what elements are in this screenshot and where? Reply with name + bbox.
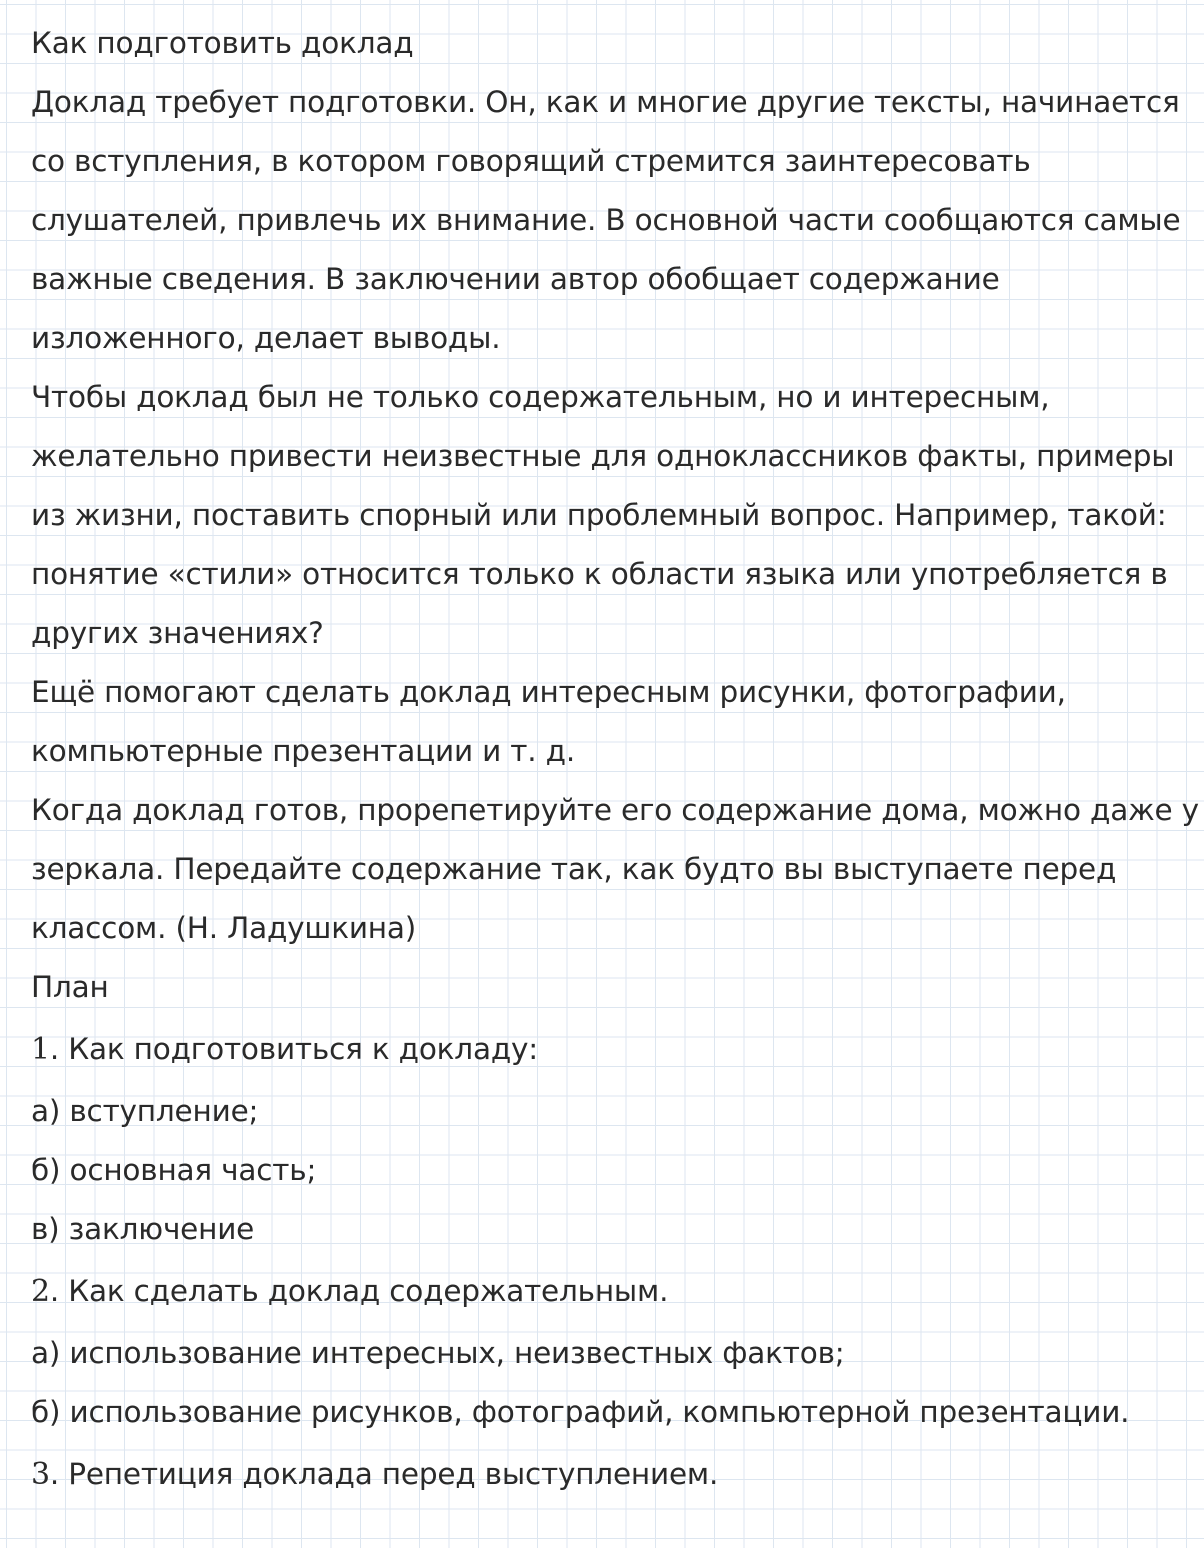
text-line: со вступления, в котором говорящий стремится заинтересовать (31, 144, 1031, 178)
paragraph-3 (31, 663, 1191, 781)
text-line: Ещё помогают сделать доклад интересным рисунки, фотографии, (31, 675, 1066, 709)
plan-item-number: 1 (31, 1032, 50, 1067)
plan-item-number: 3 (31, 1457, 50, 1492)
paragraph-2 (31, 368, 1191, 663)
paragraph-1 (31, 73, 1191, 368)
plan-subitem: б) использование рисунков, фотографий, компьютерной презентации. (31, 1395, 1130, 1429)
plan-section (31, 958, 1191, 1507)
text-line: слушателей, привлечь их внимание. В основной части сообщаются самые (31, 203, 1181, 237)
plan-item-2 (31, 1259, 1191, 1324)
text-line: Чтобы доклад был не только содержательным, но и интересным, (31, 380, 1050, 414)
document-page (31, 14, 1199, 1507)
plan-item-text: . Как сделать доклад содержательным. (49, 1274, 669, 1308)
text-line: других значениях? (31, 616, 324, 650)
plan-subitem: а) вступление; (31, 1094, 259, 1128)
plan-item-text: . Как подготовиться к докладу: (49, 1032, 539, 1066)
text-line: изложенного, делает выводы. (31, 321, 501, 355)
text-line: желательно привести неизвестные для одноклассников факты, примеры (31, 439, 1175, 473)
text-line: зеркала. Передайте содержание так, как будто вы выступаете перед (31, 852, 1117, 886)
plan-item-1 (31, 1017, 1191, 1082)
text-line: понятие «стили» относится только к области языка или употребляется в (31, 557, 1168, 591)
text-line: компьютерные презентации и т. д. (31, 734, 576, 768)
document-title: Как подготовить доклад (31, 26, 414, 60)
plan-subitem: б) основная часть; (31, 1153, 317, 1187)
plan-item-3 (31, 1442, 1191, 1507)
text-line: классом. (Н. Ладушкина) (31, 911, 417, 945)
plan-item-text: . Репетиция доклада перед выступлением. (49, 1457, 719, 1491)
text-line: из жизни, поставить спорный или проблемный вопрос. Например, такой: (31, 498, 1167, 532)
plan-item-number: 2 (31, 1274, 50, 1309)
plan-subitem: в) заключение (31, 1212, 255, 1246)
text-line: Когда доклад готов, прорепетируйте его содержание дома, можно даже у (31, 793, 1199, 827)
text-line: Доклад требует подготовки. Он, как и многие другие тексты, начинается (31, 85, 1180, 119)
plan-subitem: а) использование интересных, неизвестных фактов; (31, 1336, 845, 1370)
text-line: важные сведения. В заключении автор обобщает содержание (31, 262, 1000, 296)
plan-heading: План (31, 970, 109, 1004)
paragraph-4 (31, 781, 1199, 958)
